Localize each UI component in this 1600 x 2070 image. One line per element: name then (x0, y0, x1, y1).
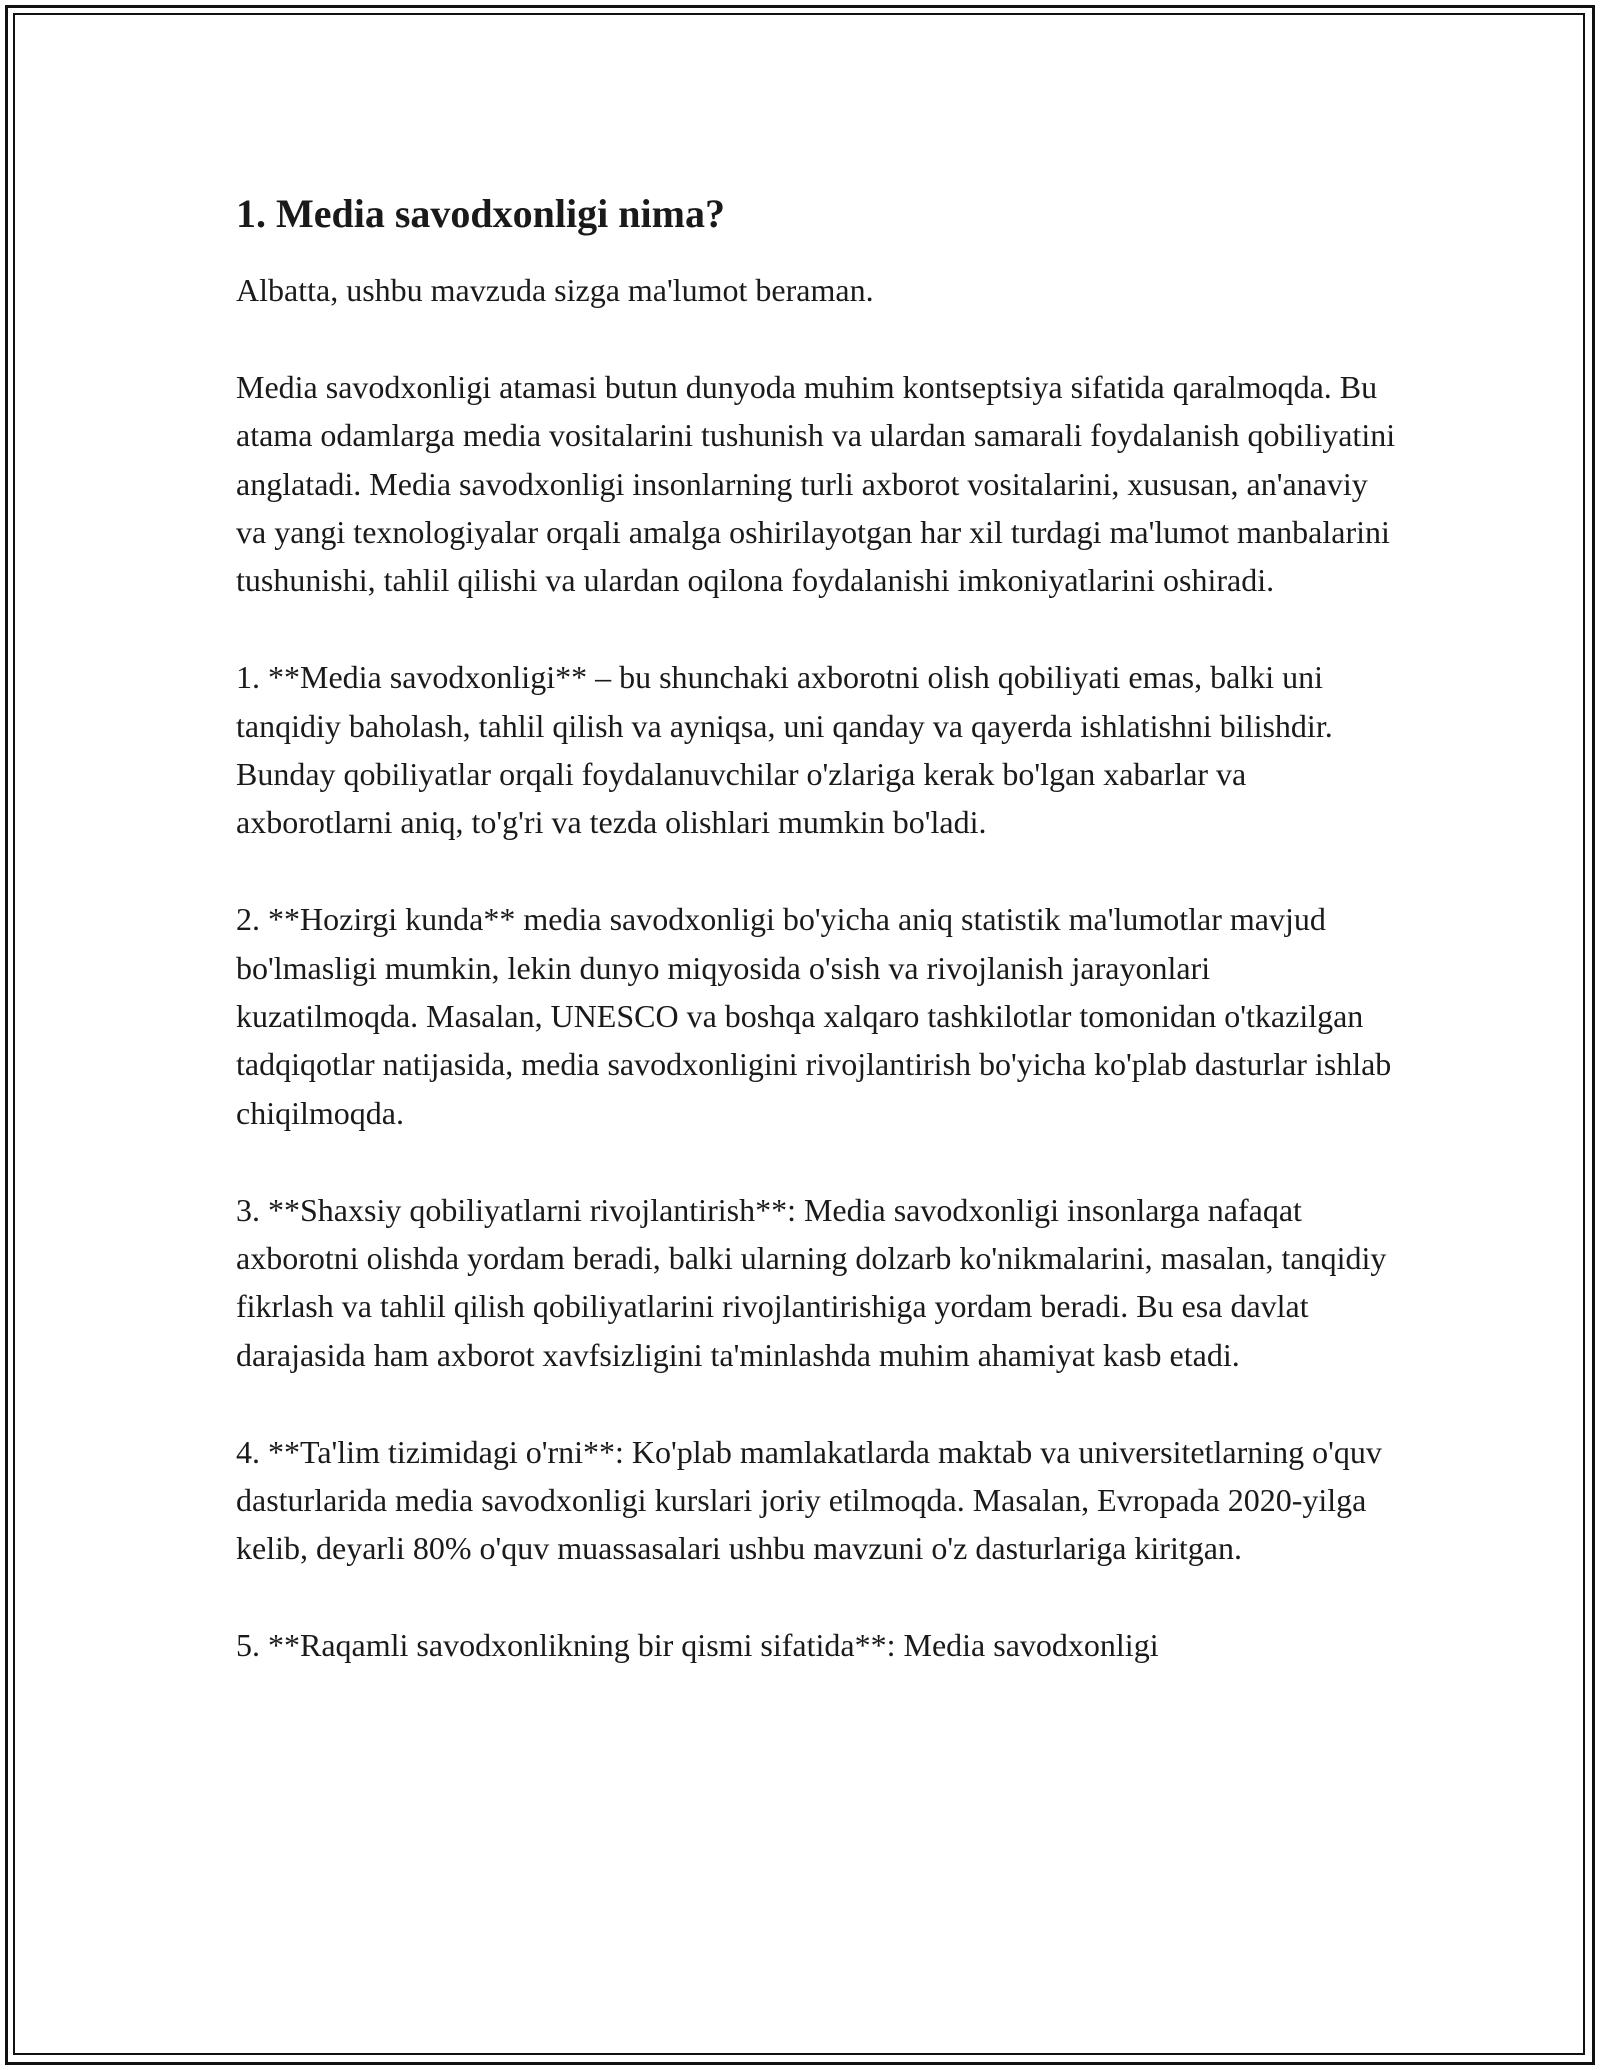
paragraph-point-2: 2. **Hozirgi kunda** media savodxonligi bo'yicha aniq statistik ma'lumotlar mavjud bo'lmasligi mumkin, lekin dunyo miqyosida o'sish va rivojlanish jarayonlari kuzatilmoqda. Masalan, UNESCO va boshqa xalqaro tashkilotlar tomonidan o'tkazilgan tadqiqotlar natijasida, media savodxonligini rivojlantirish bo'yicha ko'plab dasturlar ishlab chiqilmoqda. (236, 901, 1392, 1131)
paragraph-intro: Albatta, ushbu mavzuda sizga ma'lumot beraman. (236, 272, 874, 308)
paragraph-point-5: 5. **Raqamli savodxonlikning bir qismi sifatida**: Media savodxonligi (236, 1627, 1159, 1664)
document-body (236, 186, 1396, 1670)
document-title: 1. Media savodxonligi nima? (236, 191, 725, 236)
paragraph-point-3: 3. **Shaxsiy qobiliyatlarni rivojlantirish**: Media savodxonligi insonlarga nafaqat axborotni olishda yordam beradi, balki ularning dolzarb ko'nikmalarini, masalan, tanqidiy fikrlash va tahlil qilish qobiliyatlarini rivojlantirishiga yordam beradi. Bu esa davlat darajasida ham axborot xavfsizligini ta'minlashda muhim ahamiyat kasb etadi. (236, 1191, 1387, 1373)
paragraph-definition: Media savodxonligi atamasi butun dunyoda muhim kontseptsiya sifatida qaralmoqda. Bu atama odamlarga media vositalarini tushunish va ulardan samarali foydalanish qobiliyatini anglatadi. Media savodxonligi insonlarning turli axborot vositalarini, xususan, an'anaviy va yangi texnologiyalar orqali amalga oshirilayotgan har xil turdagi ma'lumot manbalarini tushunishi, tahlil qilishi va ulardan oqilona foydalanishi imkoniyatlarini oshiradi. (236, 368, 1396, 599)
paragraph-point-1: 1. **Media savodxonligi** – bu shunchaki axborotni olish qobiliyati emas, balki uni tanqidiy baholash, tahlil qilish va ayniqsa, uni qanday va qayerda ishlatishni bilishdir. Bunday qobiliyatlar orqali foydalanuvchilar o'zlariga kerak bo'lgan xabarlar va axborotlarni aniq, to'g'ri va tezda olishlari mumkin bo'ladi. (236, 659, 1333, 841)
paragraph-point-4: 4. **Ta'lim tizimidagi o'rni**: Ko'plab mamlakatlarda maktab va universitetlarning o'quv dasturlarida media savodxonligi kurslari joriy etilmoqda. Masalan, Evropada 2020-yilga kelib, deyarli 80% o'quv muassasalari ushbu mavzuni o'z dasturlariga kiritgan. (236, 1433, 1382, 1567)
